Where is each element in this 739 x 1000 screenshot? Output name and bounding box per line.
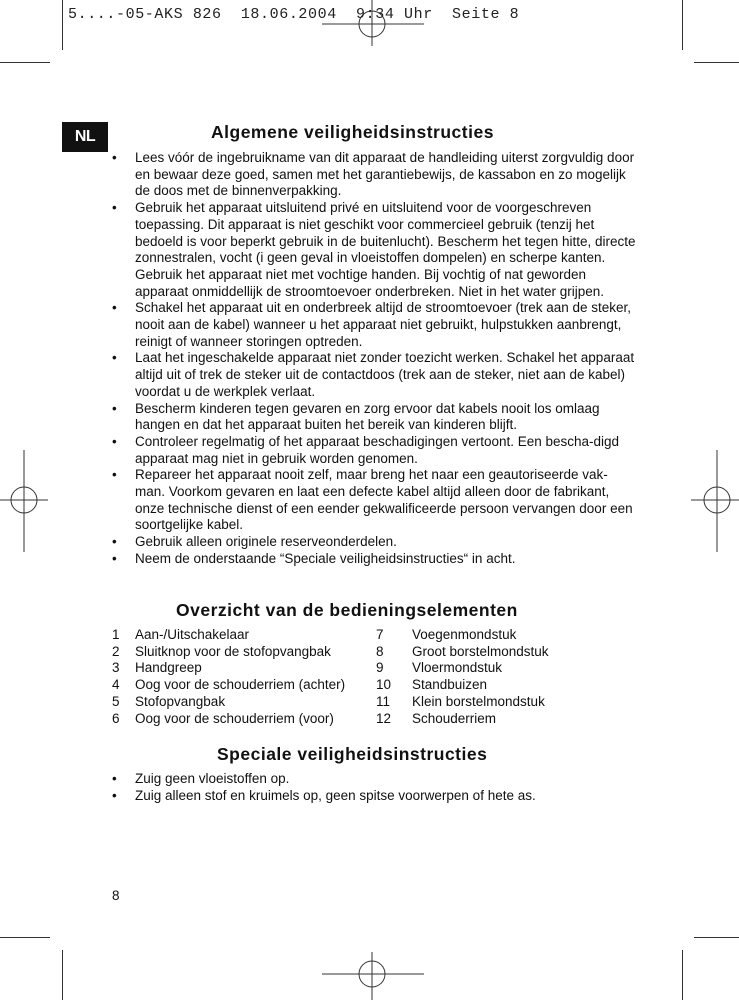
list-item: • Controleer regelmatig of het apparaat beschadigingen vertoont. Een bescha-digd apparaat mag niet in gebruik worden genomen. [112,433,620,466]
list-item: • Lees vóór de ingebruikname van dit apparaat de handleiding uiterst zorgvuldig door en bewaar deze goed, samen met het garantiebewijs, de kassabon en zo mogelijk de doos met de binnenverpakking. [112,150,635,199]
general-instructions-list [112,150,637,568]
list-item: • Laat het ingeschakelde apparaat niet zonder toezicht werken. Schakel het apparaat altijd uit of trek de steker uit de contactdoos (trek aan de steker, niet aan de kabel) voordat u de werkplek verlaat. [112,350,635,399]
list-item: 4 Oog voor de schouderriem (achter) [112,677,346,693]
registration-mark-left [0,450,48,552]
list-item: • Zuig alleen stof en kruimels op, geen spitse voorwerpen of hete as. [112,787,536,803]
list-item: • Neem de onderstaande “Speciale veiligheidsinstructies“ in acht. [112,550,516,566]
list-item: 12 Schouderriem [376,710,497,726]
list-item: • Schakel het apparaat uit en onderbreek altijd de stroomtoevoer (trek aan de steker, nooit aan de kabel) wanneer u het apparaat niet gebruikt, hulpstukken aanbrengt, reinigt of wanneer storingen optreden. [112,300,632,349]
list-item: 5 Stofopvangbak [112,693,226,709]
list-item: • Gebruik alleen originele reserveonderdelen. [112,534,397,550]
list-item: 6 Oog voor de schouderriem (voor) [112,710,334,726]
list-item: • Zuig geen vloeistoffen op. [112,771,290,786]
registration-mark-right [691,450,739,552]
language-badge: NL [62,122,108,152]
list-item: 8 Groot borstelmondstuk [376,643,549,659]
list-item: • Gebruik het apparaat uitsluitend privé en uitsluitend voor de voorgeschreven toepassing. Dit apparaat is niet geschikt voor commercieel gebruik (tenzij het bedoeld is voor beperkt gebruik in de buitenlucht). Bescherm het tegen hitte, directe zonnestralen, vocht (i geen geval in vloeistoffen dompelen) en scherpe kanten. Gebruik het apparaat niet met vochtige handen. Bij vochtig of nat geworden apparaat onmiddellijk de stroomtoevoer onderbreken. Niet in het water grijpen. [112,200,636,299]
list-item: 3 Handgreep [112,660,202,676]
list-item: 7 Voegenmondstuk [376,627,517,642]
section-title-controls: Overzicht van de bedieningselementen [176,600,518,620]
list-item: • Bescherm kinderen tegen gevaren en zorg ervoor dat kabels nooit los omlaag hangen en dat het apparaat buiten het bereik van kinderen blijft. [112,400,600,433]
controls-list-right [376,627,549,727]
list-item: 11 Klein borstelmondstuk [376,693,545,709]
list-item: 2 Sluitknop voor de stofopvangbak [112,643,331,659]
registration-mark-bottom [322,952,424,1000]
list-item: • Repareer het apparaat nooit zelf, maar breng het naar een geautoriseerde vak-man. Voorkom gevaren en laat een defecte kabel altijd alleen door de fabrikant, onze technische dienst of een eender gekwalificeerde persoon vervangen door een soortgelijke kabel. [112,467,633,533]
section-title-special: Speciale veiligheidsinstructies [217,744,488,764]
print-header: 5....-05-AKS 826 18.06.2004 9:34 Uhr Seite 8 [68,6,520,23]
controls-list-left [112,627,345,727]
list-item: 1 Aan-/Uitschakelaar [112,627,250,642]
page-number: 8 [112,888,120,903]
special-instructions-list [112,771,637,804]
list-item: 9 Vloermondstuk [376,660,503,676]
list-item: 10 Standbuizen [376,677,488,693]
section-title-general: Algemene veiligheidsinstructies [211,122,494,142]
